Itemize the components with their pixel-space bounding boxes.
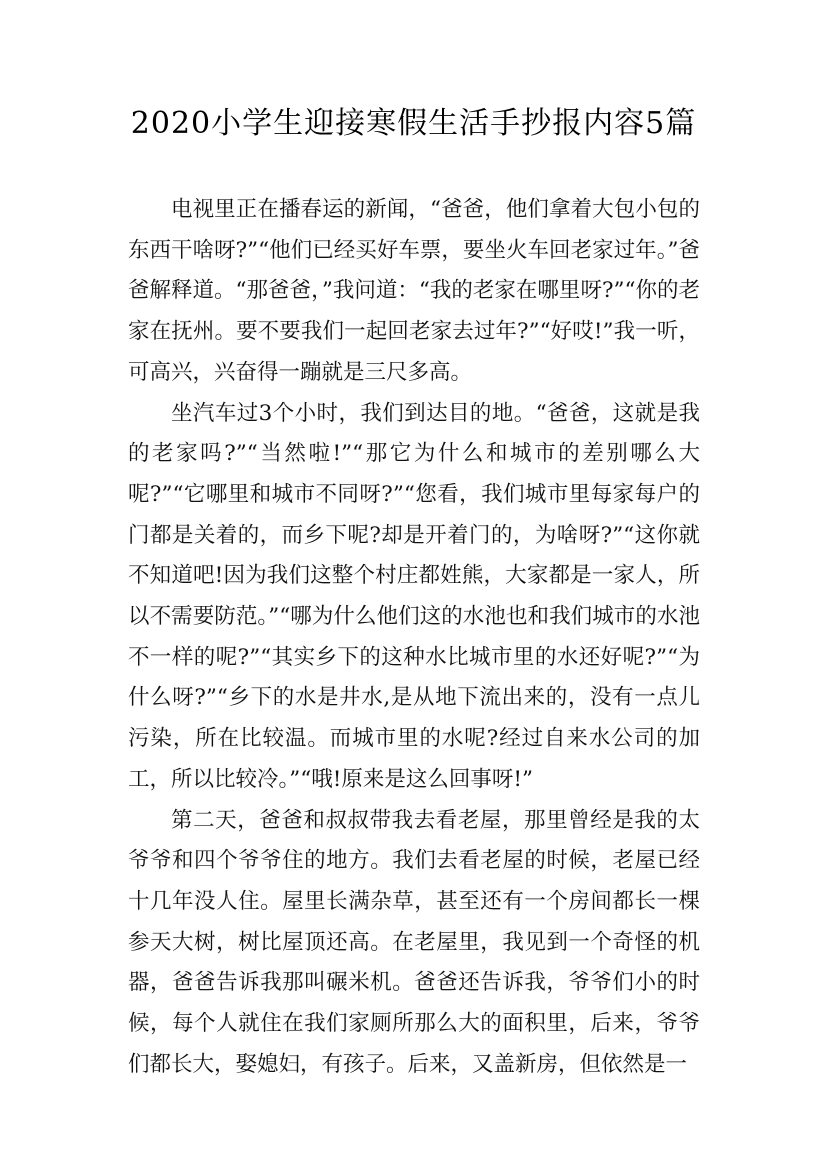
document-body [128,190,700,1085]
document-title: 2020小学生迎接寒假生活手抄报内容5篇 [130,106,697,141]
paragraph: 第二天，爸爸和叔叔带我去看老屋，那里曾经是我的太爷爷和四个爷爷住的地方。我们去看老屋的时候，老屋已经十几年没人住。屋里长满杂草，甚至还有一个房间都长一棵参天大树，树比屋顶还高。在老屋里，我见到一个奇怪的机器，爸爸告诉我那叫碾米机。爸爸还告诉我，爷爷们小的时候，每个人就住在我们家厕所那么大的面积里，后来，爷爷们都长大，娶媳妇，有孩子。后来，又盖新房，但依然是一 [128,807,700,1077]
paragraph: 电视里正在播春运的新闻，“爸爸，他们拿着大包小包的东西干啥呀?”“他们已经买好车票，要坐火车回老家过年。”爸爸解释道。“那爸爸，”我问道：“我的老家在哪里呀?”“你的老家在抚州。要不要我们一起回老家去过年?”“好哎!”我一听，可高兴，兴奋得一蹦就是三尺多高。 [128,197,700,385]
paragraph: 坐汽车过3个小时，我们到达目的地。“爸爸，这就是我的老家吗?”“当然啦!”“那它为什么和城市的差别哪么大呢?”“它哪里和城市不同呀?”“您看，我们城市里每家每户的门都是关着的，而乡下呢?却是开着门的，为啥呀?”“这你就不知道吧!因为我们这整个村庄都姓熊，大家都是一家人，所以不需要防范。”“哪为什么他们这的水池也和我们城市的水池不一样的呢?”“其实乡下的这种水比城市里的水还好呢?”“为什么呀?”“乡下的水是井水,是从地下流出来的，没有一点儿污染，所在比较温。而城市里的水呢?经过自来水公司的加工，所以比较冷。”“哦!原来是这么回事呀!” [128,400,700,792]
